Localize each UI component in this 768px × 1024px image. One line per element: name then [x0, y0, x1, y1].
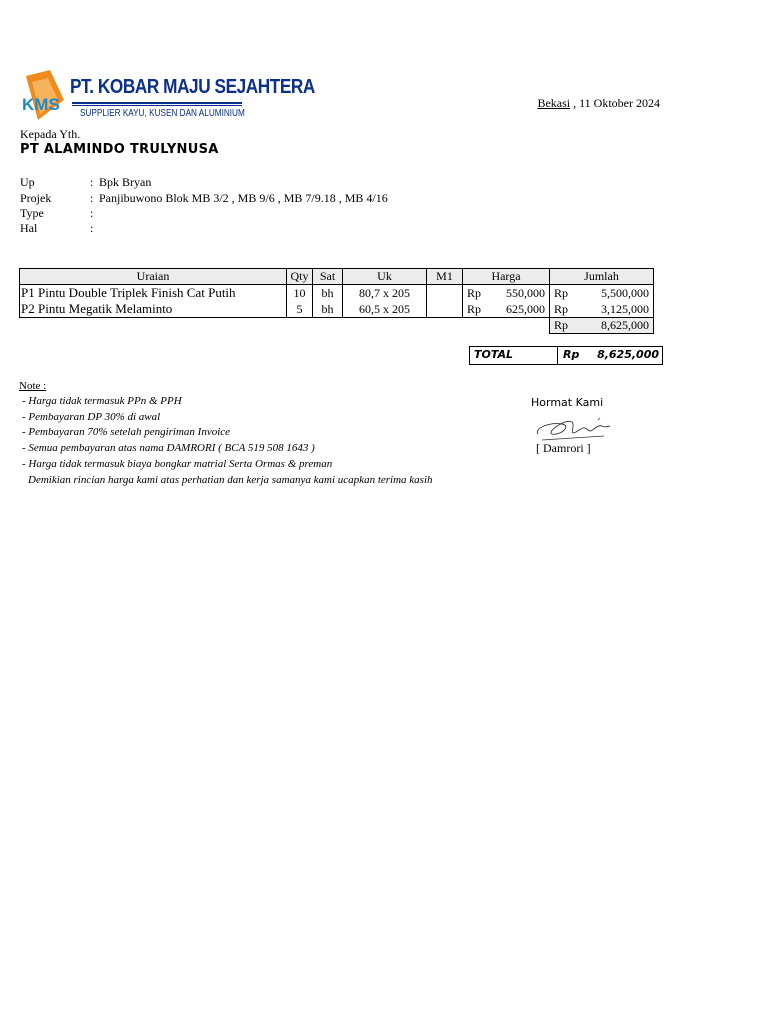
currency-label: Rp [554, 318, 569, 332]
cell-harga [463, 301, 550, 318]
info-key: Hal [20, 221, 38, 235]
items-table [19, 268, 654, 334]
currency-label: Rp [467, 286, 482, 300]
col-header-m1: M1 [427, 269, 463, 285]
cell-sat: bh [313, 301, 343, 318]
col-header-jumlah: Jumlah [550, 269, 654, 285]
regards-text: Hormat Kami [531, 396, 604, 409]
info-key: Type [20, 206, 44, 220]
date-text: , 11 Oktober 2024 [570, 96, 660, 110]
currency-label: Rp [467, 302, 482, 316]
total-label: TOTAL [474, 348, 514, 361]
cell-qty: 5 [287, 301, 313, 318]
info-colon: : [90, 206, 94, 220]
subtotal-cell [550, 318, 654, 334]
info-colon: : [90, 221, 94, 235]
col-header-uk: Uk [343, 269, 427, 285]
subtotal-row [20, 318, 654, 334]
info-value: Bpk Bryan [99, 175, 152, 189]
note-line: - Harga tidak termasuk PPn & PPH [22, 395, 182, 407]
grand-total-box [469, 346, 663, 365]
cell-qty: 10 [287, 285, 313, 302]
company-tagline: SUPPLIER KAYU, KUSEN DAN ALUMINIUM [80, 108, 245, 119]
cell-uk: 60,5 x 205 [343, 301, 427, 318]
letterhead-rule [72, 102, 242, 104]
cell-uraian [20, 285, 287, 302]
greeting: Kepada Yth. [20, 127, 81, 141]
table-row [20, 301, 654, 318]
info-key: Up [20, 175, 35, 189]
note-line: - Harga tidak termasuk biaya bongkar matrial Serta Ormas & preman [22, 458, 333, 470]
table-row [20, 285, 654, 302]
date-line [537, 96, 660, 111]
info-colon: : [90, 191, 94, 205]
letterhead-rule-thin [72, 105, 242, 106]
closing-text: Demikian rincian harga kami atas perhatian dan kerja samanya kami ucapkan terima kasih [28, 474, 433, 486]
info-key: Projek [20, 191, 52, 205]
line-total: 5,500,000 [601, 286, 649, 300]
info-colon: : [90, 175, 94, 189]
item-description: P2 Pintu Megatik Melaminto [21, 301, 173, 316]
cell-jumlah [550, 285, 654, 302]
total-amount: 8,625,000 [597, 348, 659, 361]
col-header-harga: Harga [463, 269, 550, 285]
company-name: PT. KOBAR MAJU SEJAHTERA [70, 76, 315, 98]
cell-m1 [427, 285, 463, 302]
kms-logo-icon [20, 70, 68, 126]
unit-price: 550,000 [506, 286, 545, 300]
recipient-name: PT ALAMINDO TRULYNUSA [20, 142, 219, 157]
info-value: Panjibuwono Blok MB 3/2 , MB 9/6 , MB 7/9.18 , MB 4/16 [99, 191, 388, 205]
cell-m1 [427, 301, 463, 318]
total-currency: Rp [563, 348, 580, 361]
unit-price: 625,000 [506, 302, 545, 316]
line-total: 3,125,000 [601, 302, 649, 316]
note-line: - Pembayaran DP 30% di awal [22, 411, 161, 423]
currency-label: Rp [554, 286, 569, 300]
subtotal-amount: 8,625,000 [601, 318, 649, 332]
note-title: Note : [19, 380, 47, 392]
total-divider [557, 347, 558, 364]
col-header-uraian: Uraian [20, 269, 287, 285]
company-logo [20, 70, 315, 126]
col-header-qty: Qty [287, 269, 313, 285]
col-header-sat: Sat [313, 269, 343, 285]
note-line: - Semua pembayaran atas nama DAMRORI ( BCA 519 508 1643 ) [22, 442, 315, 454]
signer-name: [ Damrori ] [536, 441, 591, 455]
cell-uraian [20, 301, 287, 318]
cell-jumlah [550, 301, 654, 318]
currency-label: Rp [554, 302, 569, 316]
date-city: Bekasi [537, 96, 571, 110]
cell-harga [463, 285, 550, 302]
note-line: - Pembayaran 70% setelah pengiriman Invoice [22, 426, 231, 438]
cell-uk: 80,7 x 205 [343, 285, 427, 302]
item-description: P1 Pintu Double Triplek Finish Cat Putih [21, 285, 236, 300]
cell-sat: bh [313, 285, 343, 302]
logo-letters: KMS [22, 95, 60, 114]
table-header-row [20, 269, 654, 285]
